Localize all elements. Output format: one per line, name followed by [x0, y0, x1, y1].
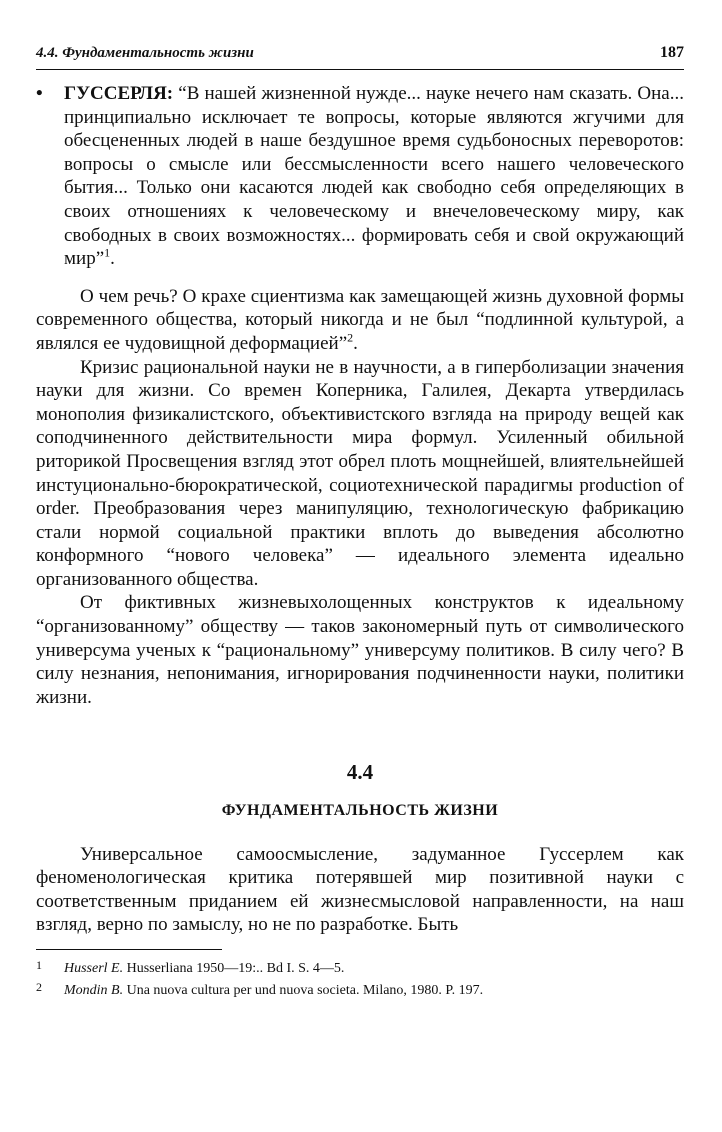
footnote [36, 980, 684, 1002]
footnote-text: Una nuova cultura per und nuova societa. Milano, 1980. P. 197. [123, 983, 484, 998]
section-title: ФУНДАМЕНТАЛЬНОСТЬ ЖИЗНИ [221, 802, 499, 820]
quote-end: . [110, 248, 115, 270]
paragraph: Кризис рациональной науки не в научности, а в гиперболизации значения науки для жизни. Со времен Коперника, Галилея, Декарта утвердилась монополия физикалистского, объективистского взгляда на природу вещей как соподчиненного действительности мира формул. Усиленный обильной риторикой Просвещения взгляд этот обрел плоть мощнейшей, влиятельнейшей инстуционально-бюрократической, социотехнической парадигмы production of order. Преобразования через манипуляцию, технологическую фабрикацию стали нормой социальной практики вплоть до выведения абсолютно конформного “нового человека” — идеального элемента идеально организованного общества. [36, 356, 684, 590]
paragraph-text: О чем речь? О крахе сциентизма как замещающей жизнь духовной формы современного общества, который никогда и не был “подлинной культурой, а являлся ее чудовищной деформацией” [36, 285, 684, 354]
quote-bullet [36, 82, 684, 271]
footnote-author: Husserl E. [64, 961, 124, 976]
footnote-text: Husserliana 1950—19:.. Bd I. S. 4—5. [123, 961, 345, 976]
footnote-number: 1 [36, 958, 42, 972]
footnote-author: Mondin B. [64, 983, 124, 998]
page-number: 187 [660, 44, 684, 61]
body-text [36, 82, 684, 937]
running-title: 4.4. Фундаментальность жизни [36, 45, 254, 61]
section-number: 4.4 [346, 760, 374, 785]
bullet-icon: • [36, 83, 43, 104]
footnotes [36, 958, 684, 1002]
paragraph: Универсальное самоосмысление, задуманное Гуссерлем как феноменологическая критика потерявшей мир позитивной науки с соответственным приданием ей жизнесмысловой направленности, на наш взгляд, верно по замыслу, но не по разработке. Быть [36, 843, 684, 936]
quote-author: ГУССЕРЛЯ: [64, 83, 174, 104]
quote-body: “В нашей жизненной нужде... науке нечего нам сказать. Она... принципиально исключает те вопросы, которые являются жгучими для обесцененных людей в наше бездушное время судьбоносных переворотов: вопросы о смысле или бессмысленности всего нашего человеческого бытия... Только они касаются людей как свободно себя определяющих в своих отношениях к человеческому и внечеловеческому миру, как свободных в своих возможностях... формировать себя и свой окружающий мир” [64, 83, 684, 270]
footnote-ref: 1 [104, 245, 111, 260]
footnote [36, 958, 684, 980]
book-page [36, 44, 684, 1002]
footnote-ref: 2 [347, 330, 354, 345]
footnote-number: 2 [36, 980, 42, 994]
quote-text [64, 82, 684, 271]
running-header [36, 44, 684, 70]
paragraph: От фиктивных жизневыхолощенных конструктов к идеальному “организованному” обществу — таков закономерный путь от символического универсума ученых к “рациональному” универсуму политиков. В силу чего? В силу незнания, непонимания, игнорирования подчиненности науки, политики жизни. [36, 592, 684, 708]
paragraph-end: . [353, 332, 358, 354]
footnote-divider [36, 949, 222, 950]
paragraph [36, 285, 684, 356]
